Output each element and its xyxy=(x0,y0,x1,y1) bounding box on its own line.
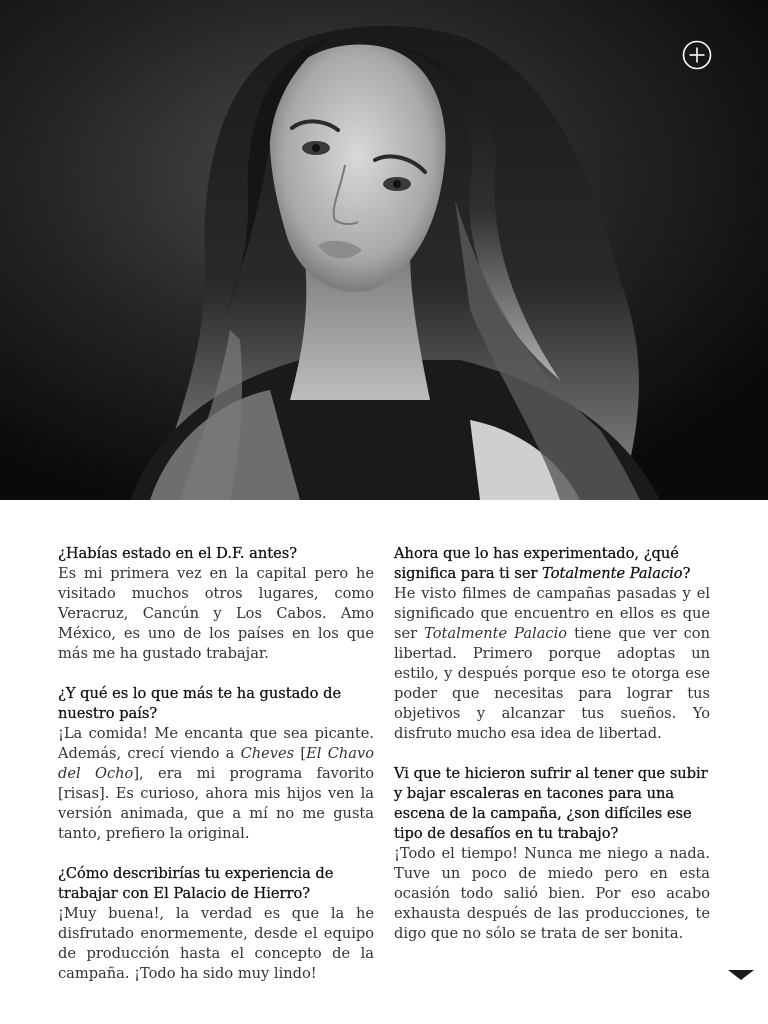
interview-answer: Es mi primera vez en la capital pero he visitado muchos otros lugares, como Veracruz, Cancún y Los Cabos. Amo México, es uno de los países en los que más me ha gustado trabajar. xyxy=(58,565,374,662)
answer-italic-text: Totalmente Palacio xyxy=(424,625,568,642)
next-page-button[interactable] xyxy=(728,968,754,982)
interview-answer xyxy=(58,724,374,844)
portrait-image xyxy=(0,0,768,500)
qa-block xyxy=(58,544,374,664)
hero-photo xyxy=(0,0,768,500)
interview-question: ¿Y qué es lo que más te ha gustado de nuestro país? xyxy=(58,685,342,722)
interview-column-right xyxy=(394,544,710,964)
answer-text: [ xyxy=(294,745,307,762)
answer-text: ¡La comida! Me encanta que sea picante. Además, crecí viendo a xyxy=(58,725,374,762)
interview-answer: ¡Muy buena!, la verdad es que la he disfrutado enormemente, desde el equipo de producción hasta el concepto de la campaña. ¡Todo ha sido muy lindo! xyxy=(58,905,374,982)
question-text: ? xyxy=(682,565,691,582)
interview-question: Vi que te hicieron sufrir al tener que subir y bajar escaleras en tacones para una escena de la campaña, ¿son difíciles ese tipo de desafíos en tu trabajo? xyxy=(394,765,708,842)
answer-text: tiene que ver con libertad. Primero porque adoptas un estilo, y después porque eso te otorga ese poder que necesitas para lograr tus objetivos y alcanzar tus sueños. Yo disfruto mucho esa idea de libertad. xyxy=(394,625,710,742)
interview-answer xyxy=(394,584,710,744)
question-text: Ahora que lo has experimentado, ¿qué significa para ti ser xyxy=(394,545,679,582)
expand-button[interactable] xyxy=(682,40,712,70)
question-italic-text: Totalmente Palacio xyxy=(542,565,683,582)
interview-question: ¿Cómo describirías tu experiencia de trabajar con El Palacio de Hierro? xyxy=(58,865,334,902)
interview-column-left xyxy=(58,544,374,1004)
interview-question xyxy=(394,544,710,584)
interview-question: ¿Habías estado en el D.F. antes? xyxy=(58,545,298,562)
answer-text: ], era mi programa favorito [risas]. Es curioso, ahora mis hijos ven la versión animada, que a mí no me gusta tanto, prefiero la original. xyxy=(58,765,374,842)
plus-circle-icon xyxy=(682,40,712,70)
answer-italic-text: El Chavo del Ocho xyxy=(58,745,374,782)
interview-answer: ¡Todo el tiempo! Nunca me niego a nada. Tuve un poco de miedo pero en esta ocasión todo salió bien. Por eso acabo exhausta después de las producciones, te digo que no sólo se trata de ser bonita. xyxy=(394,845,710,942)
qa-block xyxy=(58,864,374,984)
down-triangle-icon xyxy=(728,968,754,982)
answer-italic-text: Cheves xyxy=(240,745,295,762)
answer-text: He visto filmes de campañas pasadas y el significado que encuentro en ellos es que ser xyxy=(394,585,710,642)
qa-block xyxy=(58,684,374,844)
qa-block xyxy=(394,764,710,944)
qa-block xyxy=(394,544,710,744)
